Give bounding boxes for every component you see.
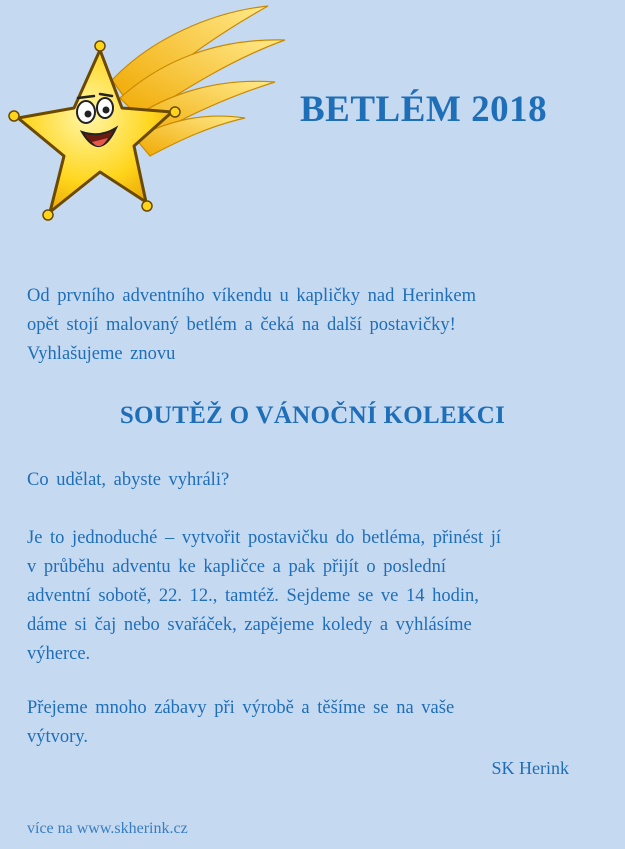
rules-line: výherce. <box>27 644 91 664</box>
shooting-star-icon <box>0 0 290 230</box>
contest-heading: SOUTĚŽ O VÁNOČNÍ KOLEKCI <box>119 402 506 429</box>
rules-line: Je to jednoduché – vytvořit postavičku do betléma, přinést jí <box>27 528 501 548</box>
wish-line: Přejeme mnoho zábavy při výrobě a těšíme se na vaše <box>27 698 455 718</box>
footer-link[interactable]: více na www.skherink.cz <box>27 820 188 837</box>
intro-paragraph <box>27 282 597 369</box>
intro-line: Od prvního adventního víkendu u kapličky nad Herinkem <box>27 286 476 306</box>
intro-line: Vyhlašujeme znovu <box>27 344 176 364</box>
rules-paragraph <box>27 524 597 669</box>
intro-line: opět stojí malovaný betlém a čeká na další postavičky! <box>27 315 456 335</box>
signature: SK Herink <box>491 758 569 778</box>
question-text: Co udělat, abyste vyhráli? <box>27 470 230 490</box>
rules-line: adventní sobotě, 22. 12., tamtéž. Sejdeme se ve 14 hodin, <box>27 586 479 606</box>
rules-line: dáme si čaj nebo svařáček, zapějeme koledy a vyhlásíme <box>27 615 472 635</box>
wish-paragraph <box>27 694 597 752</box>
rules-line: v průběhu adventu ke kapličce a pak přijít o poslední <box>27 557 446 577</box>
wish-line: výtvory. <box>27 727 88 747</box>
page-title: BETLÉM 2018 <box>300 89 548 130</box>
